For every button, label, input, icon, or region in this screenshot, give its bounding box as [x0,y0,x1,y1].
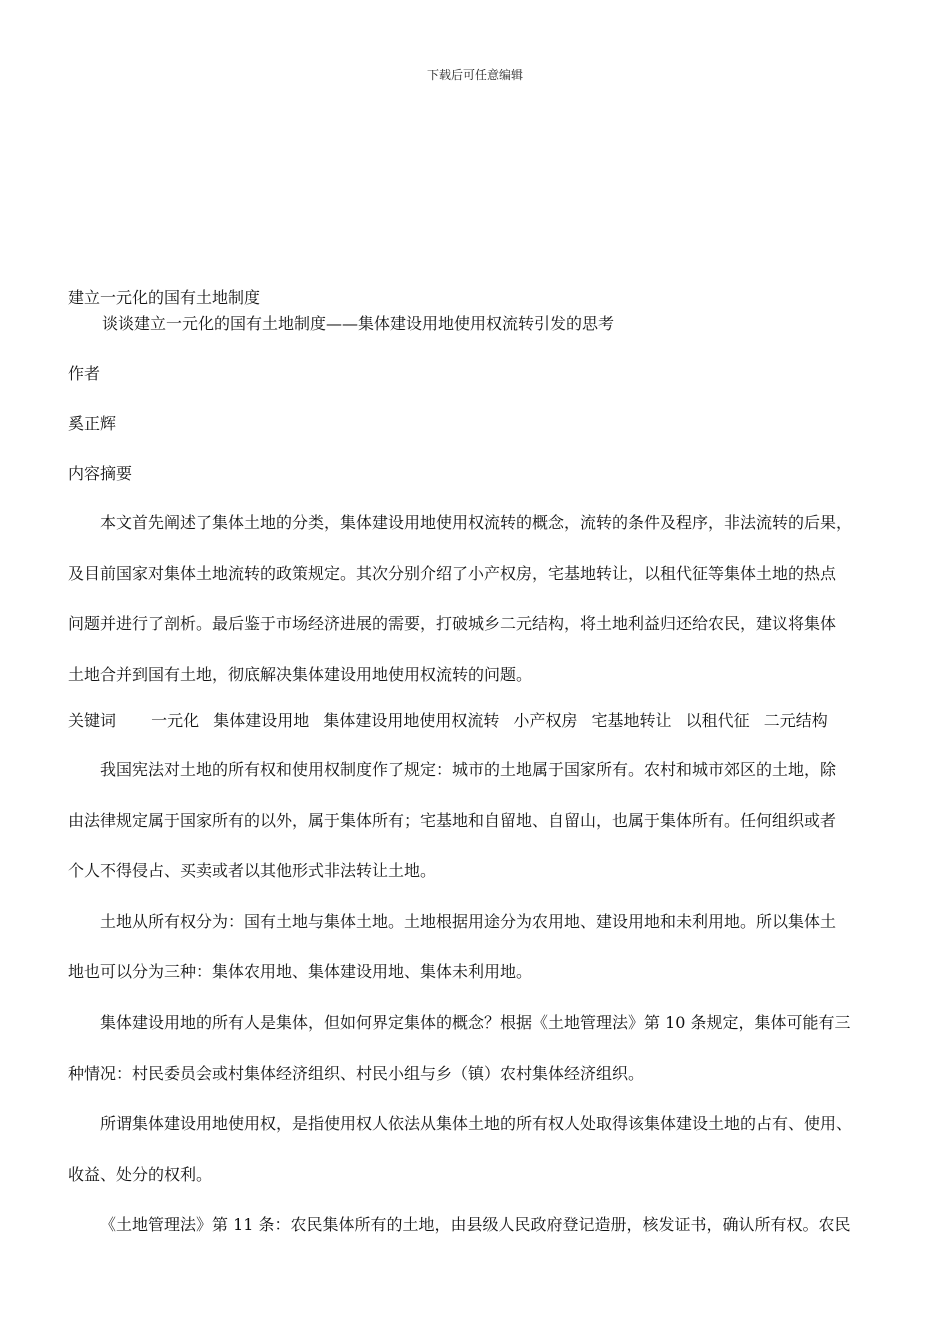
author-name: 奚正辉 [68,414,117,433]
keyword-item: 以租代征 [685,711,750,730]
body-line: 我国宪法对土地的所有权和使用权制度作了规定：城市的土地属于国家所有。农村和城市郊区的土地，除 [100,760,837,779]
author-label: 作者 [68,364,101,383]
abstract-paragraph [68,498,888,700]
document-subtitle: 谈谈建立一元化的国有土地制度——集体建设用地使用权流转引发的思考 [102,314,615,333]
body-line: 收益、处分的权利。 [68,1164,213,1184]
body-line: 《土地管理法》第 11 条：农民集体所有的土地，由县级人民政府登记造册，核发证书，确认所有权。农民 [100,1215,851,1235]
keywords-row [68,711,837,731]
keywords-label: 关键词 [68,711,117,730]
body-line: 由法律规定属于国家所有的以外，属于集体所有；宅基地和自留地、自留山，也属于集体所有。任何组织或者 [68,810,837,830]
body-line: 种情况：村民委员会或村集体经济组织、村民小组与乡（镇）农村集体经济组织。 [68,1063,645,1083]
keyword-item: 一元化 [151,711,200,730]
abstract-line: 及目前国家对集体土地流转的政策规定。其次分别介绍了小产权房，宅基地转让，以租代征等集体土地的热点 [68,563,837,583]
keyword-item: 二元结构 [763,711,828,730]
abstract-line: 本文首先阐述了集体土地的分类，集体建设用地使用权流转的概念，流转的条件及程序，非法流转的后果， [100,513,853,532]
body-line: 所谓集体建设用地使用权，是指使用权人依法从集体土地的所有权人处取得该集体建设土地的占有、使用、 [100,1114,853,1134]
abstract-label: 内容摘要 [68,464,133,483]
keyword-item: 宅基地转让 [591,711,672,730]
body-line: 土地从所有权分为：国有土地与集体土地。土地根据用途分为农用地、建设用地和未利用地。所以集体土 [100,911,837,931]
body-line: 个人不得侵占、买卖或者以其他形式非法转让土地。 [68,861,437,881]
body-line: 集体建设用地的所有人是集体，但如何界定集体的概念？根据《土地管理法》第 10 条规定，集体可能有三 [100,1012,851,1032]
document-title: 建立一元化的国有土地制度 [68,288,261,307]
keyword-item: 集体建设用地使用权流转 [323,711,500,730]
keyword-item: 小产权房 [513,711,578,730]
keyword-item: 集体建设用地 [213,711,310,730]
abstract-line: 土地合并到国有土地，彻底解决集体建设用地使用权流转的问题。 [68,664,533,684]
abstract-line: 问题并进行了剖析。最后鉴于市场经济进展的需要，打破城乡二元结构，将土地利益归还给农民，建议将集体 [68,614,837,634]
page-header-note: 下载后可任意编辑 [426,68,523,82]
body-text [68,745,888,1251]
body-line: 地也可以分为三种：集体农用地、集体建设用地、集体未利用地。 [68,962,533,982]
